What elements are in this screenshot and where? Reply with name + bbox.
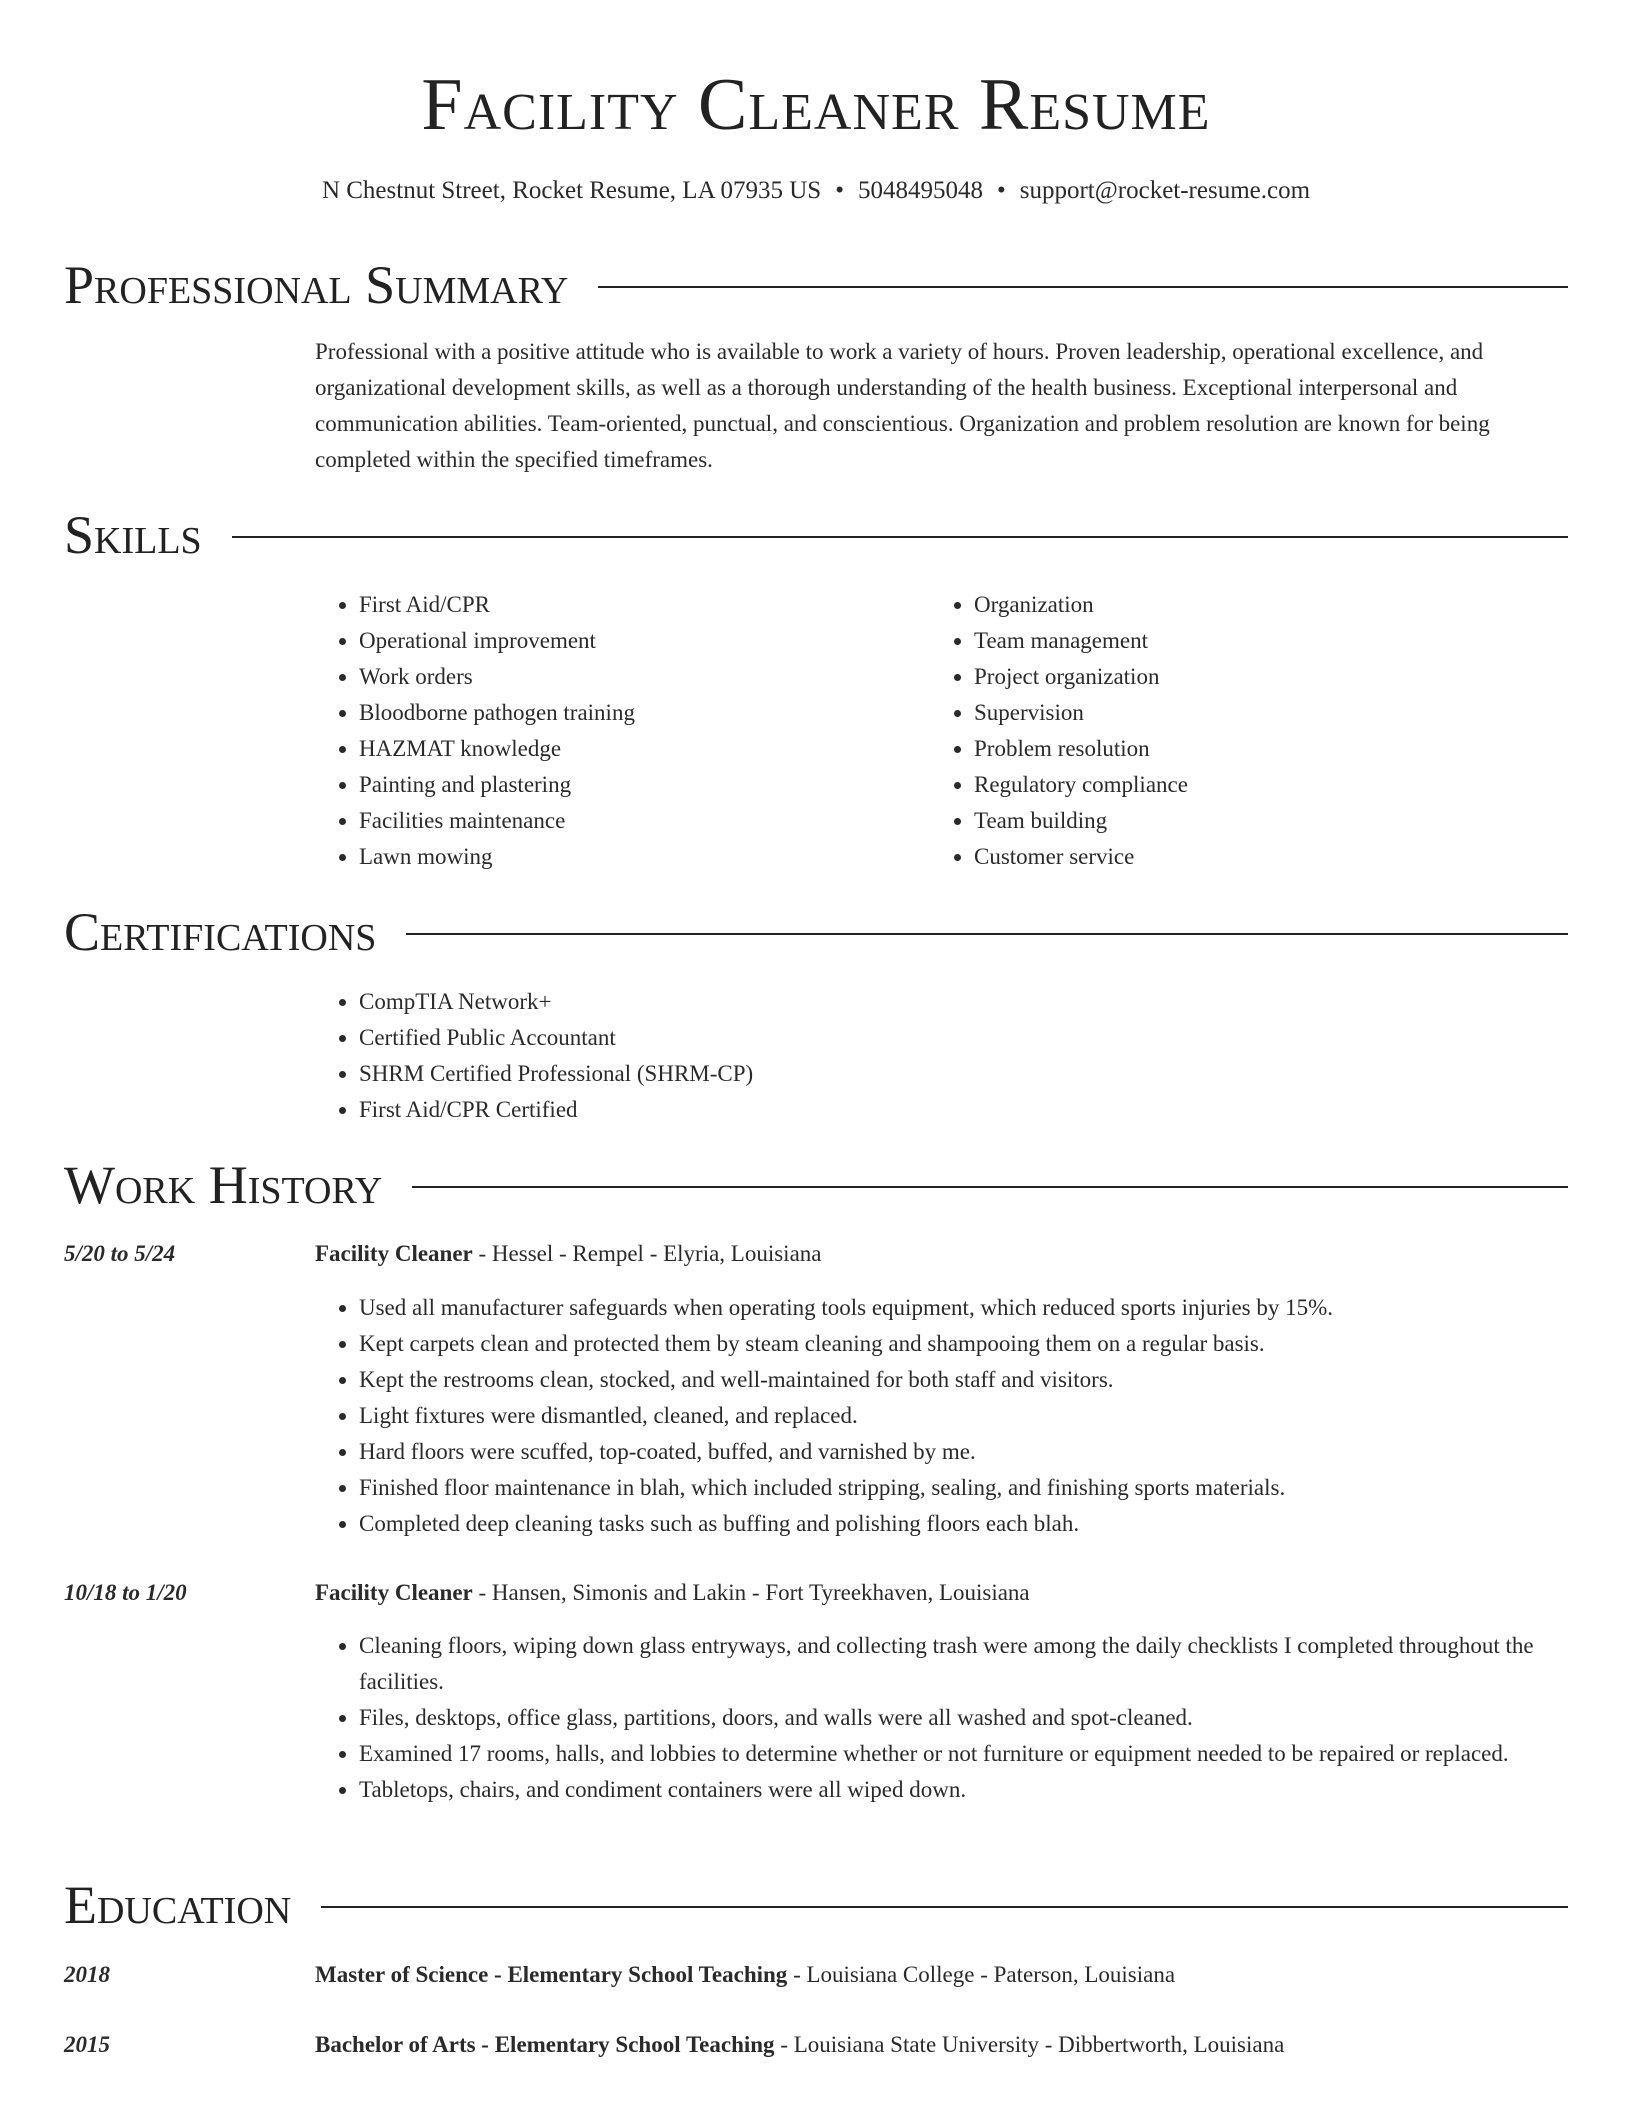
section-divider [232, 536, 1568, 538]
section-header-skills [64, 500, 1568, 570]
contact-separator: • [996, 177, 1006, 204]
contact-line [0, 174, 1632, 208]
contact-email[interactable]: support@rocket-resume.com [1019, 177, 1311, 204]
job-header [315, 1236, 1565, 1272]
skill-item: • Customer service [974, 839, 1530, 875]
skill-item: • Painting and plastering [359, 767, 915, 803]
education-year: 2015 [64, 2032, 110, 2057]
section-header-work-history [64, 1150, 1568, 1220]
section-header-education [64, 1870, 1568, 1940]
job-employer: - Hansen, Simonis and Lakin - Fort Tyreekhaven, Louisiana [472, 1580, 1030, 1605]
skill-item: • First Aid/CPR [359, 587, 915, 623]
section-divider [321, 1906, 1568, 1908]
job-bullet: • Examined 17 rooms, halls, and lobbies to determine whether or not furniture or equipment needed to be repaired or replaced. [359, 1736, 1535, 1772]
job-bullet: • Completed deep cleaning tasks such as buffing and polishing floors each blah. [359, 1506, 1565, 1542]
job-bullets [315, 1290, 1565, 1542]
job-title: Facility Cleaner [315, 1580, 473, 1605]
certification-item: • CompTIA Network+ [359, 984, 1565, 1020]
job-bullet: • Finished floor maintenance in blah, which included stripping, sealing, and finishing sports materials. [359, 1470, 1565, 1506]
skill-item: • Organization [974, 587, 1530, 623]
job-bullet: • Used all manufacturer safeguards when operating tools equipment, which reduced sports injuries by 15%. [359, 1290, 1565, 1326]
section-header-certifications [64, 897, 1568, 967]
job-bullet: • Tabletops, chairs, and condiment containers were all wiped down. [359, 1772, 1535, 1808]
section-heading: Work History [64, 1155, 383, 1215]
job-bullets [315, 1628, 1535, 1808]
skill-item: • HAZMAT knowledge [359, 731, 915, 767]
education-entry [315, 2027, 1565, 2063]
job-bullet: • Kept carpets clean and protected them by steam cleaning and shampooing them on a regular basis. [359, 1326, 1565, 1362]
section-heading: Professional Summary [64, 255, 569, 315]
job-bullet: • Files, desktops, office glass, partitions, doors, and walls were all washed and spot-cleaned. [359, 1700, 1535, 1736]
skills-list-left [315, 587, 915, 875]
skill-item: • Operational improvement [359, 623, 915, 659]
skill-item: • Bloodborne pathogen training [359, 695, 915, 731]
skill-item: • Facilities maintenance [359, 803, 915, 839]
job-bullet: • Kept the restrooms clean, stocked, and well-maintained for both staff and visitors. [359, 1362, 1565, 1398]
certification-item: • First Aid/CPR Certified [359, 1092, 1565, 1128]
section-heading: Skills [64, 505, 202, 565]
education-degree: Bachelor of Arts - Elementary School Teaching [315, 2032, 775, 2057]
skill-item: • Supervision [974, 695, 1530, 731]
education-entry [315, 1957, 1565, 1993]
education-school: - Louisiana College - Paterson, Louisiana [787, 1962, 1176, 1987]
skills-list-right [930, 587, 1530, 875]
section-divider [598, 286, 1568, 288]
certification-item: • Certified Public Accountant [359, 1020, 1565, 1056]
certifications-list [315, 984, 1565, 1128]
section-divider [412, 1186, 1568, 1188]
job-bullet: • Cleaning floors, wiping down glass entryways, and collecting trash were among the daily checklists I completed throughout the facilities. [359, 1628, 1535, 1700]
education-year: 2018 [64, 1962, 110, 1987]
contact-separator: • [835, 177, 844, 204]
contact-address: N Chestnut Street, Rocket Resume, LA 07935 US [321, 177, 822, 204]
job-header [315, 1575, 1565, 1611]
summary-text: Professional with a positive attitude who is available to work a variety of hours. Proven leadership, operational excellence, and organizational development skills, as well as a thorough understanding of the health business. Exceptional interpersonal and communication abilities. Team-oriented, punctual, and conscientious. Organization and problem resolution are known for being completed within the specified timeframes. [315, 339, 1490, 472]
skill-item: • Team building [974, 803, 1530, 839]
job-dates: 5/20 to 5/24 [64, 1241, 176, 1266]
skill-item: • Work orders [359, 659, 915, 695]
skill-item: • Team management [974, 623, 1530, 659]
job-dates: 10/18 to 1/20 [64, 1580, 187, 1605]
skill-item: • Project organization [974, 659, 1530, 695]
certification-item: • SHRM Certified Professional (SHRM-CP) [359, 1056, 1565, 1092]
job-title: Facility Cleaner [315, 1241, 473, 1266]
skill-item: • Problem resolution [974, 731, 1530, 767]
section-divider [406, 933, 1568, 935]
skill-item: • Regulatory compliance [974, 767, 1530, 803]
section-heading: Certifications [64, 902, 377, 962]
section-heading: Education [64, 1875, 292, 1935]
job-employer: - Hessel - Rempel - Elyria, Louisiana [472, 1241, 822, 1266]
education-degree: Master of Science - Elementary School Teaching [315, 1962, 788, 1987]
resume-title: Facility Cleaner Resume [421, 64, 1211, 146]
education-school: - Louisiana State University - Dibbertworth, Louisiana [774, 2032, 1285, 2057]
job-bullet: • Hard floors were scuffed, top-coated, buffed, and varnished by me. [359, 1434, 1565, 1470]
contact-phone[interactable]: 5048495048 [857, 177, 983, 204]
section-header-summary [64, 250, 1568, 320]
job-bullet: • Light fixtures were dismantled, cleaned, and replaced. [359, 1398, 1565, 1434]
skill-item: • Lawn mowing [359, 839, 915, 875]
